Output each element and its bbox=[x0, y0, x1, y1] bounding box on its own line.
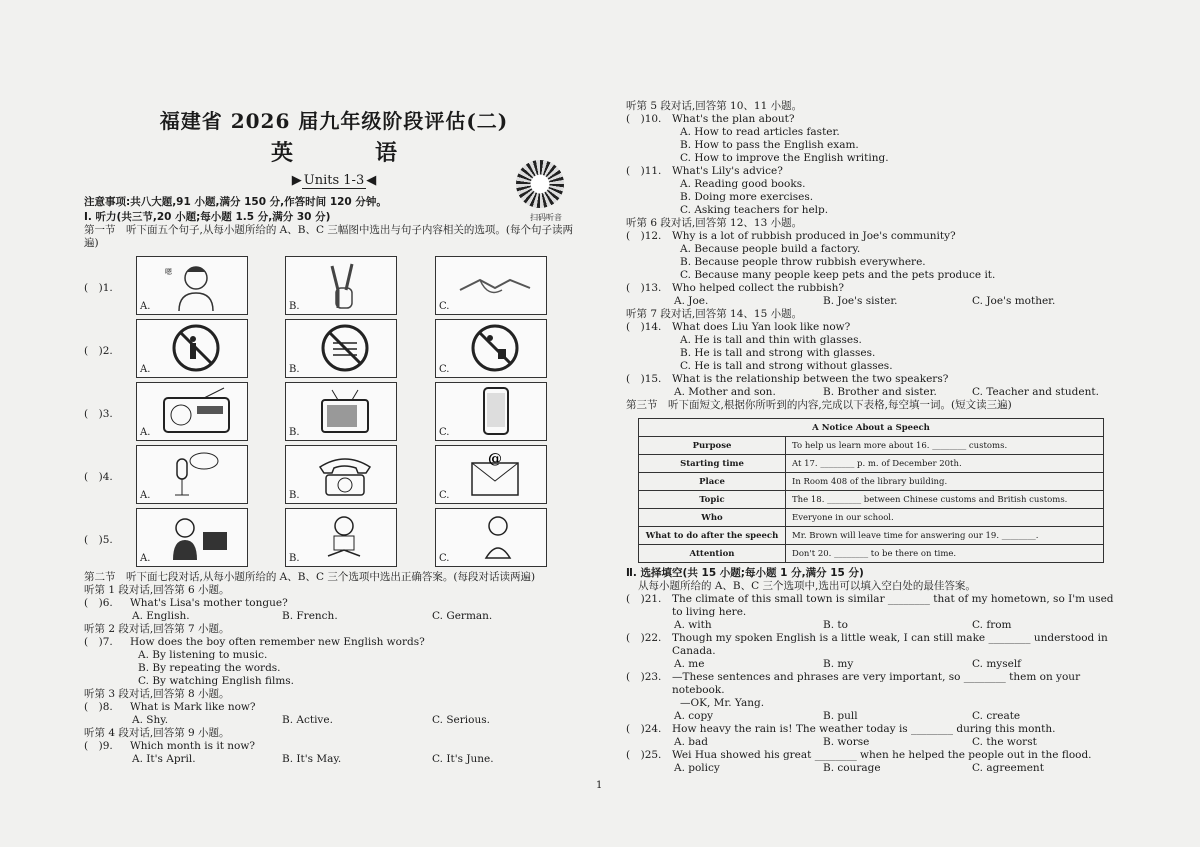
question-24: ( )24. How heavy the rain is! The weather today is ________ during this month. bbox=[626, 723, 1056, 735]
dialog-label: 听第 1 段对话,回答第 6 小题。 bbox=[84, 584, 230, 596]
television-icon[interactable]: B. bbox=[285, 382, 397, 441]
option-10c: C. How to improve the English writing. bbox=[680, 152, 889, 164]
option-7a: A. By listening to music. bbox=[138, 649, 268, 661]
options-22: A. me B. my C. myself bbox=[674, 658, 1022, 670]
question-21: ( )21. The climate of this small town is similar ________ that of my hometown, so I'm used to living here. bbox=[626, 593, 1114, 618]
dialog-label: 听第 2 段对话,回答第 7 小题。 bbox=[84, 623, 230, 635]
table-cell: In Room 408 of the library building. bbox=[786, 473, 1104, 491]
no-running-icon[interactable]: B. bbox=[285, 319, 397, 378]
boy-reading-icon[interactable]: B. bbox=[285, 508, 397, 567]
option-12a: A. Because people build a factory. bbox=[680, 243, 861, 255]
table-row: Who Everyone in our school. bbox=[639, 509, 1104, 527]
question-number: ( )3. bbox=[84, 408, 113, 420]
email-icon[interactable]: C. @ bbox=[435, 445, 547, 504]
part2-intro: 从每小题所给的 A、B、C 三个选项中,选出可以填入空白处的最佳答案。 bbox=[638, 580, 976, 592]
options-23: A. copy B. pull C. create bbox=[674, 710, 1021, 722]
table-row: What to do after the speech Mr. Brown will leave time for answering our 19. ________. bbox=[639, 527, 1104, 545]
question-number: ( )2. bbox=[84, 345, 113, 357]
options-13: A. Joe. B. Joe's sister. C. Joe's mother. bbox=[674, 295, 1056, 307]
question-23-reply: —OK, Mr. Yang. bbox=[680, 697, 765, 709]
table-cell-input[interactable]: Mr. Brown will leave time for answering our 19. ________. bbox=[786, 527, 1104, 545]
smartphone-icon[interactable]: C. bbox=[435, 382, 547, 441]
question-25: ( )25. Wei Hua showed his great ________ when he helped the people out in the flood. bbox=[626, 749, 1092, 761]
victory-hand-icon[interactable]: B. bbox=[285, 256, 397, 315]
question-12: ( )12. Why is a lot of rubbish produced in Joe's community? bbox=[626, 230, 956, 242]
radio-icon[interactable]: A. bbox=[136, 382, 248, 441]
question-15: ( )15. What is the relationship between the two speakers? bbox=[626, 373, 949, 385]
no-litter-bin-icon[interactable]: C. bbox=[435, 319, 547, 378]
table-row: Place In Room 408 of the library building. bbox=[639, 473, 1104, 491]
question-number: ( )5. bbox=[84, 534, 113, 546]
picture-row bbox=[84, 319, 584, 382]
option-14a: A. He is tall and thin with glasses. bbox=[680, 334, 862, 346]
subject-title: 英 语 bbox=[270, 140, 427, 166]
dialog-label: 听第 7 段对话,回答第 14、15 小题。 bbox=[626, 308, 803, 320]
question-22: ( )22. Though my spoken English is a little weak, I can still make ________ understood in Canada. bbox=[626, 632, 1108, 657]
question-7: ( )7. How does the boy often remember new English words? bbox=[84, 636, 425, 648]
table-cell-input[interactable]: To help us learn more about 16. ________ customs. bbox=[786, 437, 1104, 455]
exam-title: 福建省 2026 届九年级阶段评估(二) bbox=[159, 109, 509, 133]
table-row: Topic The 18. ________ between Chinese customs and British customs. bbox=[639, 491, 1104, 509]
option-10a: A. How to read articles faster. bbox=[680, 126, 840, 138]
microphone-icon[interactable]: A. bbox=[136, 445, 248, 504]
svg-text:嗯: 嗯 bbox=[165, 268, 172, 276]
part2-title: Ⅱ. 选择填空(共 15 小题;每小题 1 分,满分 15 分) bbox=[626, 567, 864, 579]
table-cell-input[interactable]: At 17. ________ p. m. of December 20th. bbox=[786, 455, 1104, 473]
telephone-icon[interactable]: B. bbox=[285, 445, 397, 504]
options-24: A. bad B. worse C. the worst bbox=[674, 736, 1037, 748]
options-21: A. with B. to C. from bbox=[674, 619, 1012, 631]
dialog-label: 听第 6 段对话,回答第 12、13 小题。 bbox=[626, 217, 803, 229]
notice: 注意事项:共八大题,91 小题,满分 150 分,作答时间 120 分钟。 bbox=[84, 196, 387, 208]
table-row: Starting time At 17. ________ p. m. of December 20th. bbox=[639, 455, 1104, 473]
option-10b: B. How to pass the English exam. bbox=[680, 139, 859, 151]
section2-instructions: 第二节 听下面七段对话,从每小题所给的 A、B、C 三个选项中选出正确答案。(每段对话读两遍) bbox=[84, 571, 536, 583]
table-row: Attention Don't 20. ________ to be there on time. bbox=[639, 545, 1104, 563]
page-number: 1 bbox=[596, 780, 603, 791]
notice-table bbox=[638, 418, 1104, 563]
question-9: ( )9. Which month is it now? bbox=[84, 740, 255, 752]
option-7c: C. By watching English films. bbox=[138, 675, 295, 687]
question-8: ( )8. What is Mark like now? bbox=[84, 701, 256, 713]
question-13: ( )13. Who helped collect the rubbish? bbox=[626, 282, 845, 294]
options-9: A. It's April. B. It's May. C. It's June. bbox=[132, 753, 494, 765]
option-11a: A. Reading good books. bbox=[680, 178, 806, 190]
option-11c: C. Asking teachers for help. bbox=[680, 204, 829, 216]
woman-with-movie-icon[interactable]: A. bbox=[136, 508, 248, 567]
qr-label: 扫码听音 bbox=[530, 213, 562, 222]
handshake-icon[interactable]: C. bbox=[435, 256, 547, 315]
part1-title: Ⅰ. 听力(共三节,20 小题;每小题 1.5 分,满分 30 分) bbox=[84, 211, 331, 223]
option-11b: B. Doing more exercises. bbox=[680, 191, 814, 203]
person-icon[interactable]: A. 嗯 bbox=[136, 256, 248, 315]
section1-instructions: 第一节 听下面五个句子,从每小题所给的 A、B、C 三幅图中选出与句子内容相关的选项。(每个句子读两遍) bbox=[84, 224, 573, 249]
dialog-label: 听第 5 段对话,回答第 10、11 小题。 bbox=[626, 100, 803, 112]
units-label: ▶ Units 1-3 ◀ bbox=[291, 173, 377, 188]
picture-row bbox=[84, 256, 584, 319]
girl-sitting-icon[interactable]: C. bbox=[435, 508, 547, 567]
options-25: A. policy B. courage C. agreement bbox=[674, 762, 1044, 774]
option-7b: B. By repeating the words. bbox=[138, 662, 281, 674]
question-number: ( )4. bbox=[84, 471, 113, 483]
question-23: ( )23. —These sentences and phrases are very important, so ________ them on your notebook. bbox=[626, 671, 1081, 696]
question-number: ( )1. bbox=[84, 282, 113, 294]
options-6: A. English. B. French. C. German. bbox=[132, 610, 493, 622]
option-14b: B. He is tall and strong with glasses. bbox=[680, 347, 876, 359]
dialog-label: 听第 3 段对话,回答第 8 小题。 bbox=[84, 688, 230, 700]
option-12c: C. Because many people keep pets and the pets produce it. bbox=[680, 269, 996, 281]
table-row: Purpose To help us learn more about 16. ________ customs. bbox=[639, 437, 1104, 455]
picture-grid bbox=[84, 256, 584, 571]
no-littering-icon[interactable]: A. bbox=[136, 319, 248, 378]
picture-row bbox=[84, 382, 584, 445]
qr-code-icon[interactable] bbox=[516, 160, 564, 208]
options-15: A. Mother and son. B. Brother and sister. C. Teacher and student. bbox=[674, 386, 1099, 398]
table-cell-input[interactable]: Don't 20. ________ to be there on time. bbox=[786, 545, 1104, 563]
picture-row bbox=[84, 445, 584, 508]
option-12b: B. Because people throw rubbish everywhere. bbox=[680, 256, 926, 268]
section3-instructions: 第三节 听下面短文,根据你所听到的内容,完成以下表格,每空填一词。(短文读三遍) bbox=[626, 399, 1012, 411]
svg-text:@: @ bbox=[488, 451, 502, 467]
left-column bbox=[84, 100, 584, 766]
question-14: ( )14. What does Liu Yan look like now? bbox=[626, 321, 851, 333]
option-14c: C. He is tall and strong without glasses. bbox=[680, 360, 893, 372]
right-column bbox=[626, 100, 1121, 775]
table-title: A Notice About a Speech bbox=[639, 419, 1104, 437]
question-6: ( )6. What's Lisa's mother tongue? bbox=[84, 597, 288, 609]
table-cell: Everyone in our school. bbox=[786, 509, 1104, 527]
table-cell-input[interactable]: The 18. ________ between Chinese customs and British customs. bbox=[786, 491, 1104, 509]
question-11: ( )11. What's Lily's advice? bbox=[626, 165, 783, 177]
options-8: A. Shy. B. Active. C. Serious. bbox=[132, 714, 490, 726]
dialog-label: 听第 4 段对话,回答第 9 小题。 bbox=[84, 727, 230, 739]
picture-row bbox=[84, 508, 584, 571]
question-10: ( )10. What's the plan about? bbox=[626, 113, 795, 125]
